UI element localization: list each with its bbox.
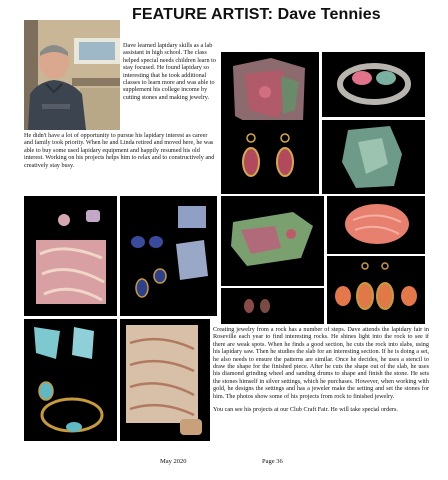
photo-green-slab [322,120,425,194]
photo-crazy-lace-slab [24,196,117,316]
background-text: He didn't have a lot of opportunity to pursue his lapidary interest as career and family took priority. When he and Linda retired and moved here, he was able to buy some used lapidary equipment and happily resumed his old interest. Working on his projects helps him to relax and to constructively and creatively stay busy. [24,132,215,169]
photo-ruby-zoisite-slab [221,196,324,286]
photo-orange-earrings [327,256,425,324]
craft-fair-text: You can see his projects at our Club Craft Fair. He will take special orders. [213,406,398,414]
footer-date: May 2020 [160,458,187,465]
photo-small-cabochons [221,288,324,324]
photo-cuff-bracelet [322,52,425,117]
process-paragraph [213,326,429,413]
photo-turquoise-set [24,319,117,441]
background-paragraph [24,132,216,169]
photo-drop-earrings [221,120,319,194]
artist-portrait-photo [24,20,120,130]
process-text: Creating jewelry from a rock has a number of steps. Dave attends the lapidary fair in Roseville each year to find interesting rocks. He shines light into the rock to see if there are weak spots. When he finds a good section, he cuts the rock into slabs, using his lapidary saw. Then he studies the slab for an interesting section. If he is doing a set, he also needs to ensure the patterns are similar. Once he decides, he uses a stencil to draw the shape for the finished piece. After he cuts the shape out of the slab, he uses his diamond grinding wheel and sanding drums to shape and finish the stone. He sets the stones himself in silver settings, which he purchases. However, when working with gold, he designs the settings and has a jeweler make the setting and set the stones for him. The photos show some of his projects from rock to finished jewelry. [213,326,429,400]
intro-paragraph [123,42,218,101]
page-title: FEATURE ARTIST: Dave Tennies [132,6,381,23]
footer-page-number: Page 36 [262,458,283,465]
intro-text: Dave learned lapidary skills as a lab assistant in high school. The class helped special needs children learn to stay focused. He found lapidary so interesting that he took additional classes to learn more and was able to supplement his college income by cutting stones and making jewelry. [123,42,216,101]
photo-blue-stones [120,196,217,316]
photo-rhodochrosite-slab [327,196,425,254]
photo-agate-slab [120,319,210,441]
